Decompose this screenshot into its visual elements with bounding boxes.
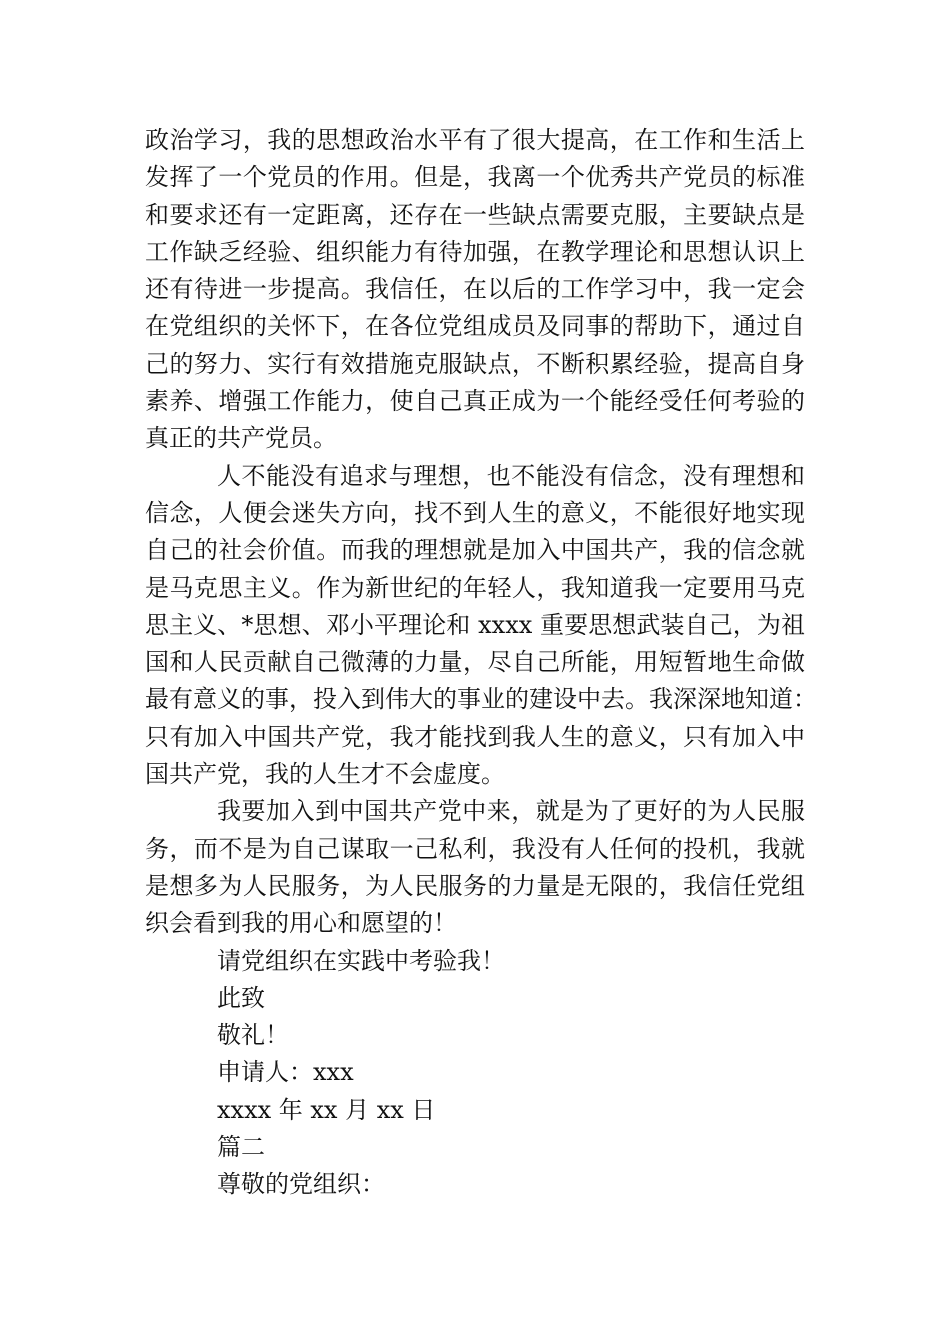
closing-request: 请党组织在实践中考验我！ — [217, 946, 505, 975]
text-line: 还有待进一步提高。我信任，在以后的工作学习中，我一定会 — [145, 275, 805, 304]
text-line: 己的努力、实行有效措施克服缺点，不断积累经验，提高自身 — [145, 349, 805, 378]
text-line: 真正的共产党员。 — [145, 424, 337, 453]
text-line: 国和人民贡献自己微薄的力量，尽自己所能，用短暂地生命做 — [145, 648, 805, 677]
text-line: 政治学习，我的思想政治水平有了很大提高，在工作和生活上 — [145, 126, 805, 154]
salutation-ci-zhi: 此致 — [217, 983, 265, 1012]
text-line: 国共产党，我的人生才不会虚度。 — [145, 760, 505, 789]
text-line: 和要求还有一定距离，还存在一些缺点需要克服，主要缺点是 — [145, 200, 805, 229]
text-line: 自己的社会价值。而我的理想就是加入中国共产，我的信念就 — [145, 536, 805, 565]
text-line: 信念，人便会迷失方向，找不到人生的意义，不能很好地实现 — [145, 498, 805, 527]
text-line: 是马克思主义。作为新世纪的年轻人，我知道我一定要用马克 — [145, 573, 805, 602]
text-line: 人不能没有追求与理想，也不能没有信念，没有理想和 — [217, 461, 805, 490]
text-line: 最有意义的事，投入到伟大的事业的建设中去。我深深地知道： — [145, 685, 817, 714]
section-title: 篇二 — [217, 1133, 265, 1162]
text-line: 是想多为人民服务，为人民服务的力量是无限的，我信任党组 — [145, 871, 805, 900]
closing-block — [145, 943, 805, 1204]
document-page — [145, 122, 817, 1204]
salutation-jing-li: 敬礼！ — [217, 1021, 289, 1050]
text-line: 只有加入中国共产党，我才能找到我人生的意义，只有加入中 — [145, 722, 805, 751]
text-line: 务，而不是为自己谋取一己私利，我没有人任何的投机，我就 — [145, 834, 805, 863]
text-line: 在党组织的关怀下，在各位党组成员及同事的帮助下，通过自 — [145, 312, 805, 341]
text-line: 我要加入到中国共产党中来，就是为了更好的为人民服 — [217, 797, 805, 826]
applicant-line: 申请人：xxx — [217, 1058, 354, 1087]
paragraph-self-assessment — [145, 122, 805, 458]
text-line: 思主义、*思想、邓小平理论和 xxxx 重要思想武装自己，为祖 — [145, 610, 805, 639]
paragraph-motivation — [145, 793, 805, 942]
text-line: 工作缺乏经验、组织能力有待加强，在教学理论和思想认识上 — [145, 237, 805, 266]
text-line: 发挥了一个党员的作用。但是，我离一个优秀共产党员的标准 — [145, 163, 805, 192]
text-line: 素养、增强工作能力，使自己真正成为一个能经受任何考验的 — [145, 387, 805, 416]
paragraph-ideals — [145, 458, 817, 794]
date-line: xxxx 年 xx 月 xx 日 — [217, 1095, 436, 1124]
greeting-line: 尊敬的党组织： — [217, 1170, 385, 1199]
document-body — [145, 122, 817, 943]
text-line: 织会看到我的用心和愿望的！ — [145, 909, 457, 938]
